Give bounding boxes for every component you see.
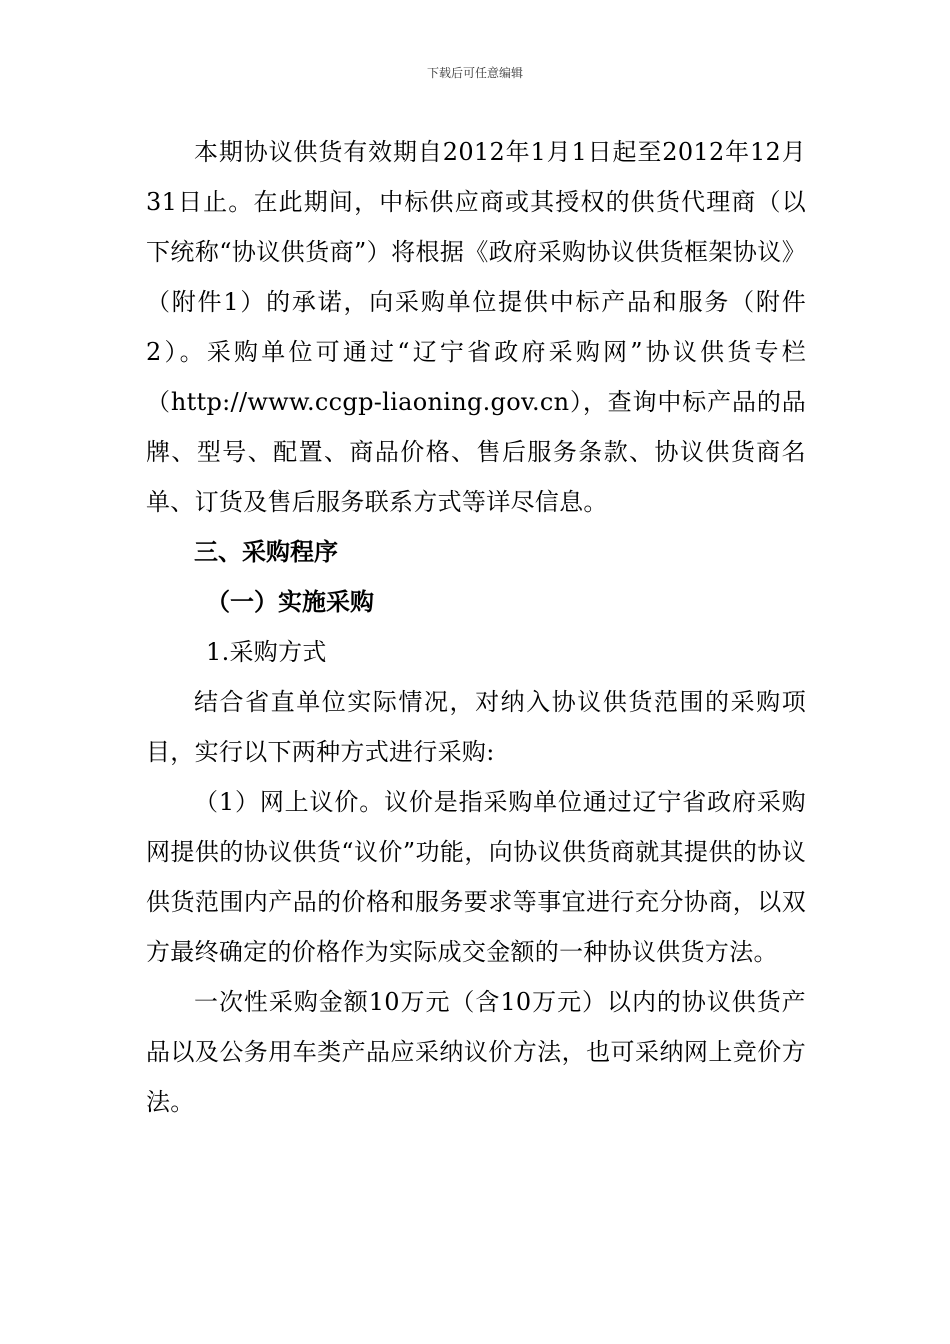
paragraph-amount-limit: 一次性采购金额10万元（含10万元）以内的协议供货产品以及公务用车类产品应采纳议价方法，也可采纳网上竞价方法。 [146, 988, 806, 1116]
item-procurement-method: 1.采购方式 [206, 638, 327, 666]
paragraph-two-methods: 结合省直单位实际情况，对纳入协议供货范围的采购项目，实行以下两种方式进行采购: [146, 688, 806, 766]
paragraph-online-negotiation: （1）网上议价。议价是指采购单位通过辽宁省政府采购网提供的协议供货“议价”功能，向协议供货商就其提供的协议供货范围内产品的价格和服务要求等事宜进行充分协商，以双方最终确定的价格作为实际成交金额的一种协议供货方法。 [146, 788, 806, 966]
subsection-heading-implement-procurement: （一）实施采购 [206, 588, 374, 616]
page-header: 下载后可任意编辑 [426, 66, 523, 80]
document-body [146, 127, 806, 1127]
paragraph-validity-period: 本期协议供货有效期自2012年1月1日起至2012年12月31日止。在此期间，中标供应商或其授权的供货代理商（以下统称“协议供货商”）将根据《政府采购协议供货框架协议》（附件1）的承诺，向采购单位提供中标产品和服务（附件2）。采购单位可通过“辽宁省政府采购网”协议供货专栏（http://www.ccgp-liaoning.gov.cn），查询中标产品的品牌、型号、配置、商品价格、售后服务条款、协议供货商名单、订货及售后服务联系方式等详尽信息。 [146, 138, 806, 516]
section-heading-procurement-procedure: 三、采购程序 [194, 538, 338, 566]
